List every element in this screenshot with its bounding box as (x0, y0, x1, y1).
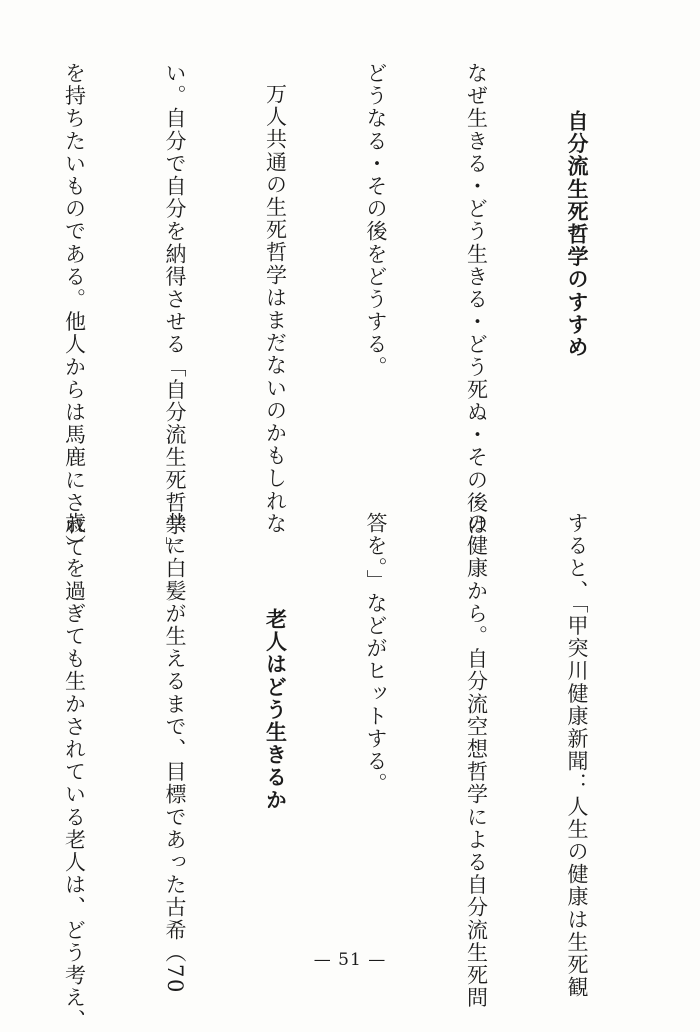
text-line: 答を。」などがヒットする。 (364, 512, 388, 796)
section-heading: 老人はどう生きるか (263, 608, 288, 812)
text-line: の健康から。自分流空想哲学による自分流生死問 (464, 512, 489, 1010)
essay-section-top (35, 62, 660, 560)
text-line: い。自分で自分を納得させる「自分流生死哲学」 (163, 62, 187, 560)
text-line: を持ちたいものである。他人からは馬鹿にされて (62, 62, 87, 560)
text-line: どうなる・その後をどうする。 (364, 62, 388, 379)
text-line: すると、「甲突川健康新聞：人生の健康は生死観 (565, 512, 589, 999)
text-line: 共に白髪が生えるまで、目標であった古希（70 (163, 512, 187, 994)
text-line: なぜ生きる・どう生きる・どう死ぬ・その後は (464, 62, 489, 537)
section-heading: 自分流生死哲学のすすめ (565, 110, 589, 359)
text-line: 歳）を過ぎても生かされている老人は、どう考え、 (62, 512, 87, 1032)
text-line: 万人共通の生死哲学はまだないのかもしれな (263, 83, 288, 535)
page-number: — 51 — (313, 950, 387, 970)
